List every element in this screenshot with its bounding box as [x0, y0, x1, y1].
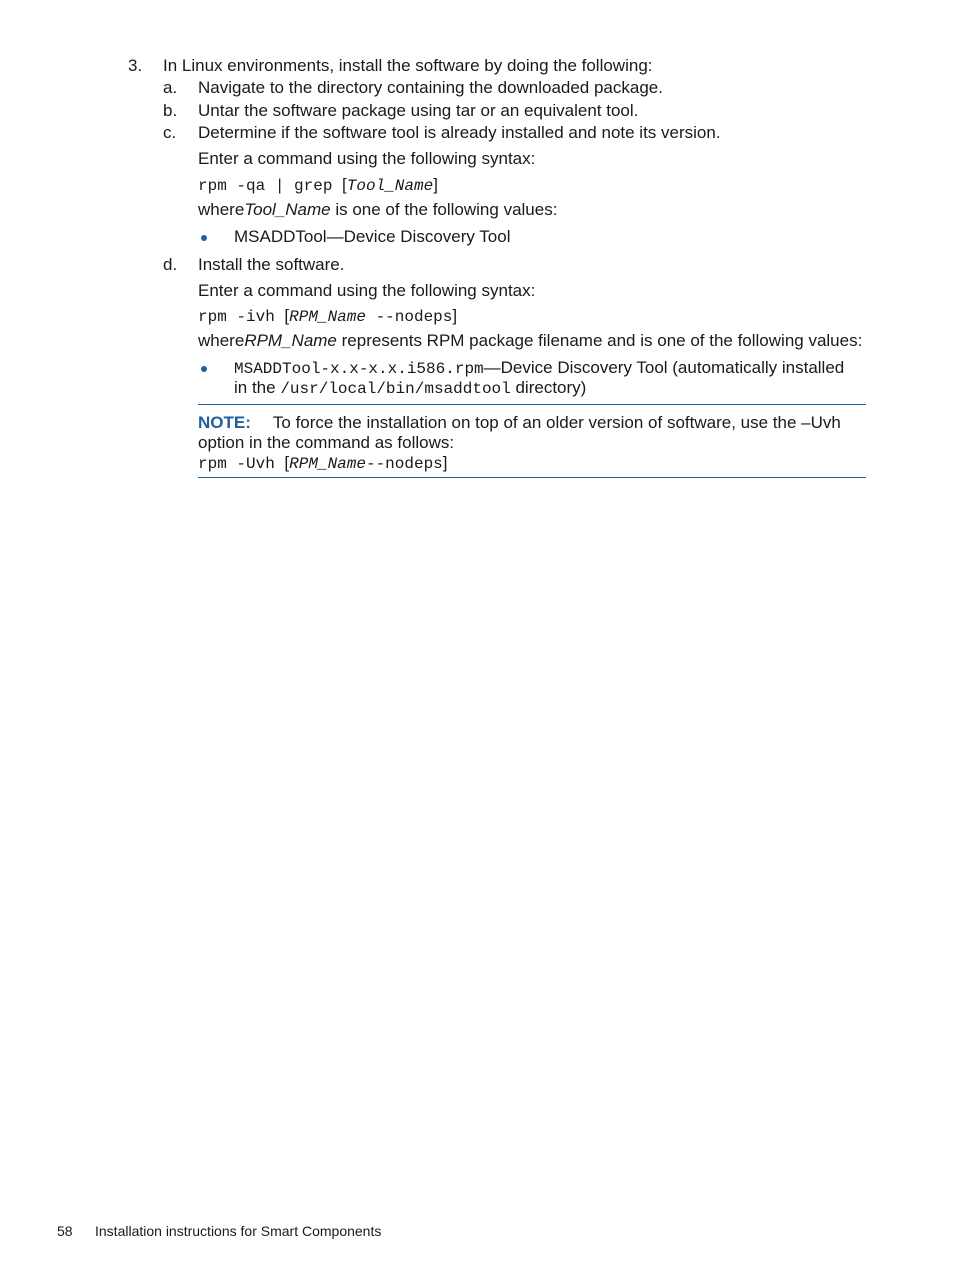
- where-suffix: represents RPM package filename and is one of the following values:: [336, 331, 863, 350]
- bullet-line2-prefix: in the: [234, 378, 281, 397]
- where-param: RPM_Name: [244, 331, 337, 350]
- command-text: rpm -ivh: [198, 308, 285, 326]
- bullet-desc: —Device Discovery Tool (automatically installed: [483, 358, 845, 377]
- substep-marker-d: d.: [163, 255, 178, 274]
- note-label: NOTE:: [198, 413, 251, 432]
- step-text: In Linux environments, install the software by doing the following:: [163, 56, 653, 75]
- substep-marker-c: c.: [163, 123, 177, 142]
- rpm-filename: MSADDTool-x.x-x.x.i586.rpm: [234, 360, 484, 378]
- substep-text-c: Determine if the software tool is already installed and note its version.: [198, 123, 721, 142]
- where-line-d: [198, 331, 862, 351]
- command-line-c: [198, 175, 438, 195]
- bracket-close: ]: [433, 175, 438, 194]
- bullet-dot: [201, 366, 207, 372]
- install-path: /usr/local/bin/msaddtool: [280, 380, 511, 398]
- note-text-line2: option in the command as follows:: [198, 433, 455, 452]
- where-line-c: [198, 200, 557, 220]
- command-param: RPM_Name: [289, 308, 366, 326]
- bullet-dot: [201, 235, 207, 241]
- command-line-d: [198, 306, 457, 326]
- substep-marker-a: a.: [163, 78, 178, 97]
- note-bottom-rule: [198, 477, 866, 478]
- note-line1: [198, 413, 841, 433]
- bullet-line2-suffix: directory): [510, 378, 587, 397]
- note-command: [198, 453, 448, 473]
- bullet-item-c: MSADDTool—Device Discovery Tool: [234, 227, 511, 246]
- where-param: Tool_Name: [244, 200, 331, 219]
- command-param: Tool_Name: [346, 177, 434, 195]
- bracket-close: ]: [452, 306, 458, 325]
- syntax-intro-c: Enter a command using the following syntax:: [198, 149, 536, 168]
- footer-title: Installation instructions for Smart Components: [95, 1223, 382, 1239]
- bullet-item-d-line2: [234, 378, 586, 398]
- bracket-open: [: [342, 175, 347, 194]
- bullet-item-d-line1: [234, 358, 844, 378]
- step-number: 3.: [128, 56, 143, 75]
- where-prefix: where: [198, 200, 245, 219]
- substep-marker-b: b.: [163, 101, 178, 120]
- where-prefix: where: [198, 331, 245, 350]
- page-number: 58: [57, 1223, 73, 1239]
- command-flag: --nodeps: [365, 308, 453, 326]
- where-suffix: is one of the following values:: [330, 200, 558, 219]
- syntax-intro-d: Enter a command using the following syntax:: [198, 281, 536, 300]
- substep-text-d: Install the software.: [198, 255, 345, 274]
- command-text: rpm -qa | grep: [198, 177, 343, 195]
- bracket-open: [: [284, 453, 290, 472]
- command-text: rpm -Uvh: [198, 455, 285, 473]
- substep-text-a: Navigate to the directory containing the downloaded package.: [198, 78, 663, 97]
- command-flag: --nodeps: [365, 455, 443, 473]
- bracket-close: ]: [442, 453, 448, 472]
- bracket-open: [: [284, 306, 290, 325]
- command-param: RPM_Name: [289, 455, 366, 473]
- substep-text-b: Untar the software package using tar or an equivalent tool.: [198, 101, 639, 120]
- note-text-line1: To force the installation on top of an older version of software, use the –Uvh: [272, 413, 841, 432]
- note-top-rule: [198, 404, 866, 405]
